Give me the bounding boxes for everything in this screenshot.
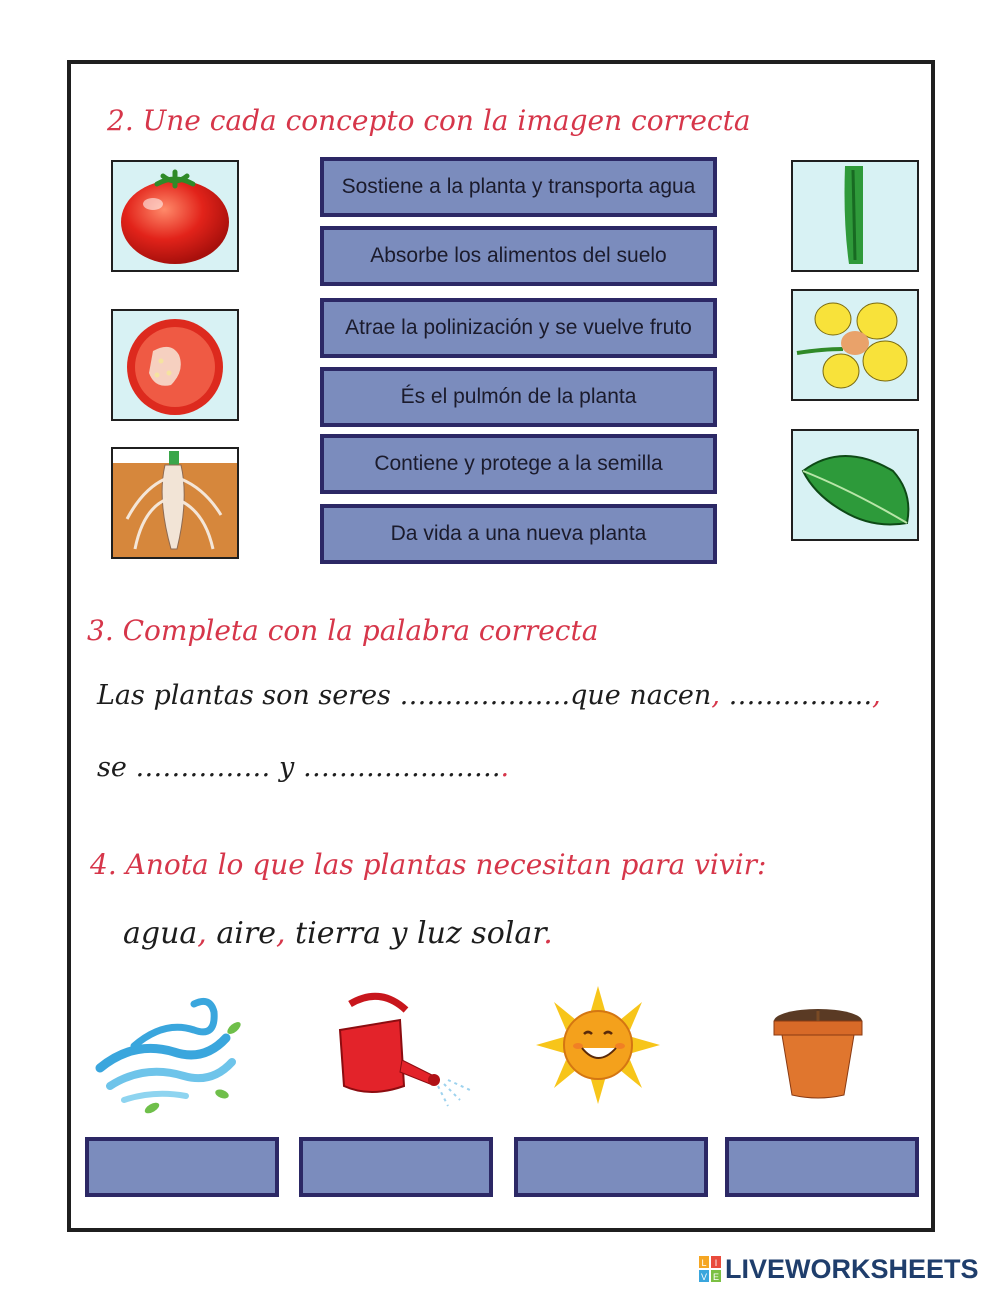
liveworksheets-logo	[699, 1254, 979, 1284]
leaf-image[interactable]	[791, 429, 919, 541]
needs-word-agua: agua	[123, 916, 198, 951]
section-3-title: 3. Completa con la palabra correcta	[87, 614, 599, 647]
answer-box-3[interactable]	[514, 1137, 708, 1197]
concept-box[interactable]: És el pulmón de la planta	[320, 367, 717, 427]
fill-in-line-2	[97, 752, 509, 783]
line1-comma: ,	[711, 680, 720, 711]
needs-sentence	[123, 916, 553, 951]
wind-image	[94, 990, 244, 1119]
blank-3[interactable]: ……………	[135, 752, 280, 783]
concept-box[interactable]: Da vida a una nueva planta	[320, 504, 717, 564]
fill-in-line-1	[97, 680, 881, 711]
stem-image[interactable]	[791, 160, 919, 272]
needs-comma-1: ,	[197, 916, 207, 951]
logo-badge-l: L	[701, 1258, 707, 1268]
section-2-title: 2. Une cada concepto con la imagen correcta	[107, 104, 751, 137]
concept-box[interactable]: Contiene y protege a la semilla	[320, 434, 717, 494]
answer-box-4[interactable]	[725, 1137, 919, 1197]
concept-box[interactable]: Absorbe los alimentos del suelo	[320, 226, 717, 286]
blank-1[interactable]: ……………….	[399, 680, 571, 711]
watering-can-image	[310, 990, 480, 1124]
blank-2[interactable]: …………….	[719, 680, 873, 711]
line1-start: Las plantas son seres	[97, 680, 400, 711]
answer-box-1[interactable]	[85, 1137, 279, 1197]
line1-end: ,	[872, 680, 881, 711]
line2-end: .	[500, 752, 510, 783]
sun-image	[532, 984, 664, 1110]
needs-word-aire: aire	[206, 916, 276, 951]
tomato-image[interactable]	[111, 160, 239, 272]
logo-badge-i: I	[714, 1258, 718, 1268]
concept-box[interactable]: Sostiene a la planta y transporta agua	[320, 157, 717, 217]
line2-start: se	[97, 752, 136, 783]
section-4-title: 4. Anota lo que las plantas necesitan para vivir:	[90, 848, 767, 881]
line1-mid: que nacen	[570, 680, 712, 711]
flower-image[interactable]	[791, 289, 919, 401]
needs-period: .	[543, 916, 553, 951]
logo-badge-icon	[699, 1256, 721, 1282]
root-image[interactable]	[111, 447, 239, 559]
logo-badge-v: V	[700, 1272, 708, 1282]
logo-text: LIVEWORKSHEETS	[725, 1253, 979, 1284]
tomato-half-image[interactable]	[111, 309, 239, 421]
answer-box-2[interactable]	[299, 1137, 493, 1197]
needs-words-rest: tierra y luz solar	[285, 916, 544, 951]
flower-pot-image	[770, 1003, 866, 1105]
needs-comma-2: ,	[275, 916, 286, 951]
concept-box[interactable]: Atrae la polinización y se vuelve fruto	[320, 298, 717, 358]
blank-4[interactable]: ………………….	[302, 752, 501, 783]
line2-mid: y	[279, 752, 303, 783]
logo-badge-e: E	[712, 1272, 720, 1282]
